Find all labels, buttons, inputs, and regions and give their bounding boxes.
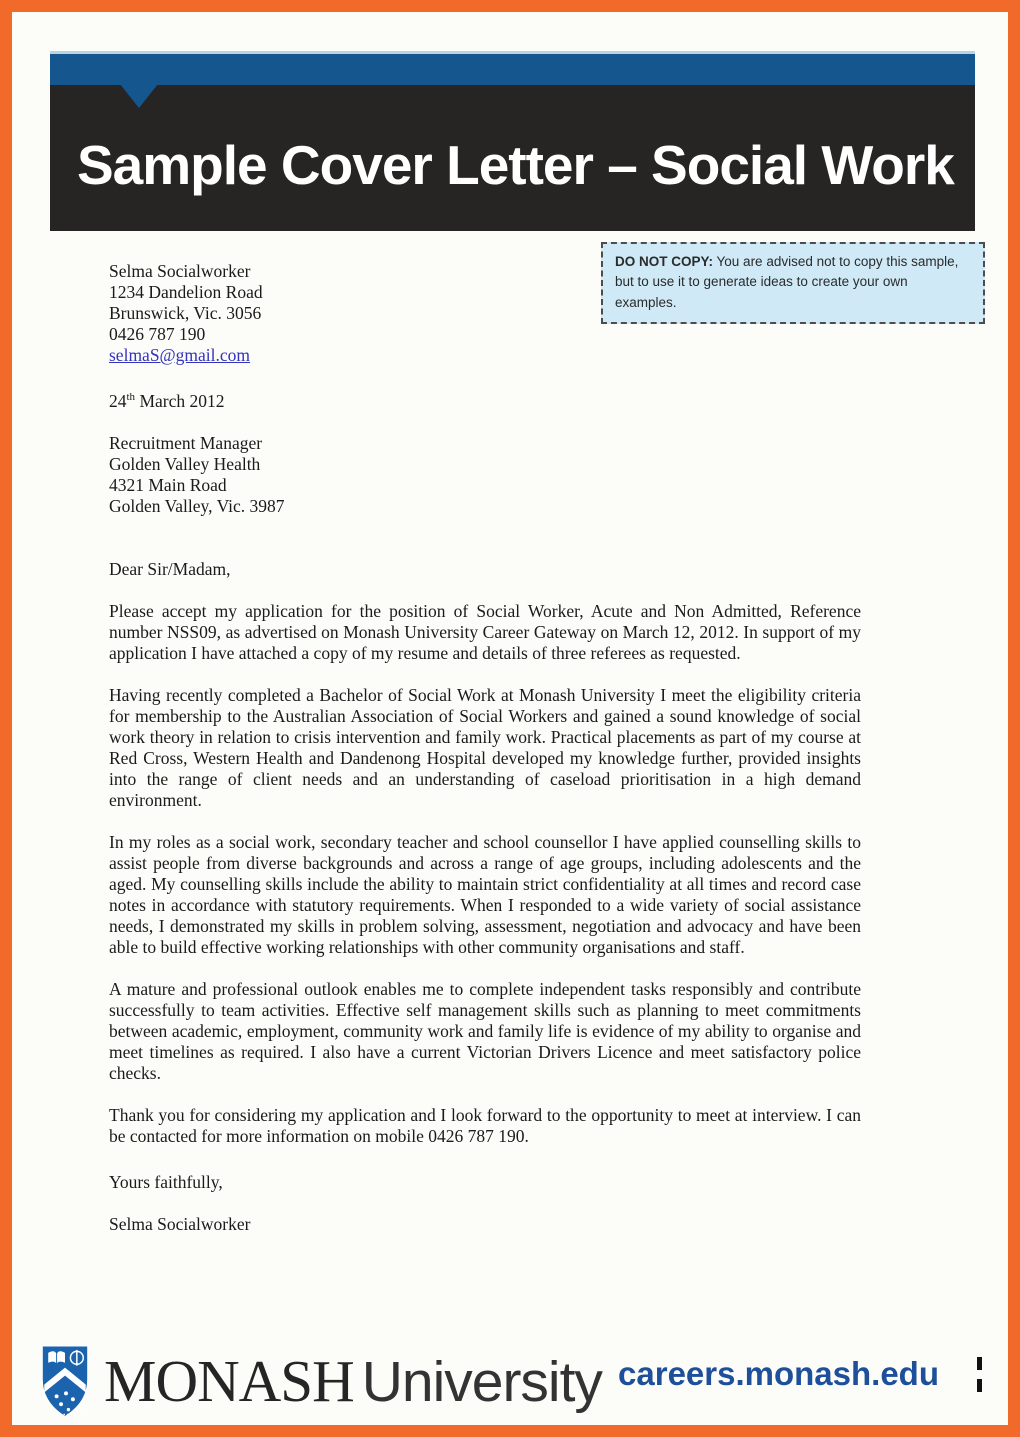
- paragraph-4: A mature and professional outlook enables me to complete independent tasks responsibly and contribute successfully to team activities. Effective self management skills such as planning to meet commitments between academic, employment, community work and family life is evidence of my ability to organise and meet timelines as required. I also have a current Victorian Drivers Licence and meet satisfactory police checks.: [109, 978, 861, 1083]
- monash-logo-text: [104, 1347, 602, 1416]
- university-wordmark: University: [361, 1350, 602, 1414]
- letter-body: [109, 261, 861, 1235]
- recipient-address-block: [109, 433, 861, 517]
- banner-blue-stripe: [50, 51, 975, 85]
- recipient-city: Golden Valley, Vic. 3987: [109, 495, 285, 516]
- salutation: Dear Sir/Madam,: [109, 558, 231, 579]
- banner-arrow-icon: [120, 84, 158, 108]
- monash-shield-icon: [40, 1344, 90, 1418]
- signature-name: Selma Socialworker: [109, 1213, 251, 1234]
- recipient-title: Recruitment Manager: [109, 432, 263, 453]
- paragraph-5: Thank you for considering my application and I look forward to the opportunity to meet at interview. I can be contacted for more information on mobile 0426 787 190.: [109, 1104, 861, 1146]
- header-banner: [50, 51, 975, 231]
- sender-street: 1234 Dandelion Road: [109, 282, 263, 302]
- letter-date: [109, 387, 861, 412]
- recipient-company: Golden Valley Health: [109, 453, 261, 474]
- notice-text: You are advised not to copy this sample, but to use it to generate ideas to create your own examples.: [615, 254, 959, 310]
- sender-name: Selma Socialworker: [109, 261, 251, 281]
- date-rest: March 2012: [135, 390, 225, 411]
- sender-phone: 0426 787 190: [109, 324, 206, 344]
- careers-link[interactable]: careers.monash.edu: [618, 1355, 939, 1392]
- recipient-street: 4321 Main Road: [109, 474, 227, 495]
- banner-title-area: [50, 85, 975, 231]
- dashed-border-fragment: [977, 1357, 982, 1392]
- footer: [40, 1343, 988, 1419]
- notice-label: DO NOT COPY:: [615, 254, 714, 269]
- paragraph-3: In my roles as a social work, secondary teacher and school counsellor I have applied counselling skills to assist people from diverse backgrounds and across a range of age groups, including adolescents and the aged. My counselling skills include the ability to maintain strict confidentiality at all times and record case notes in accordance with statutory requirements. When I responded to a wide variety of social assistance needs, I demonstrated my skills in problem solving, assessment, negotiation and advocacy and have been able to build effective working relationships with other community organisations and staff.: [109, 831, 861, 957]
- closing-line: Yours faithfully,: [109, 1171, 223, 1192]
- do-not-copy-notice: [601, 242, 985, 324]
- sender-city: Brunswick, Vic. 3056: [109, 303, 262, 323]
- date-day: 24: [109, 390, 127, 411]
- date-suffix: th: [126, 391, 136, 403]
- paragraph-2: Having recently completed a Bachelor of Social Work at Monash University I meet the eligibility criteria for membership to the Australian Association of Social Workers and gained a sound knowledge of social work theory in relation to crisis intervention and family work. Practical placements as part of my course at Red Cross, Western Health and Dandenong Hospital developed my knowledge further, provided insights into the range of client needs and an understanding of caseload prioritisation in a high demand environment.: [109, 684, 861, 810]
- page-title: Sample Cover Letter – Social Work: [77, 134, 954, 196]
- sender-email-link[interactable]: selmaS@gmail.com: [109, 345, 251, 365]
- paragraph-1: Please accept my application for the position of Social Worker, Acute and Non Admitted, Reference number NSS09, as advertised on Monash University Career Gateway on March 12, 2012. In support of my application I have attached a copy of my resume and details of three referees as requested.: [109, 600, 861, 663]
- footer-right: [618, 1355, 988, 1393]
- monash-logo: [40, 1344, 602, 1419]
- monash-wordmark: MONASH: [104, 1348, 354, 1414]
